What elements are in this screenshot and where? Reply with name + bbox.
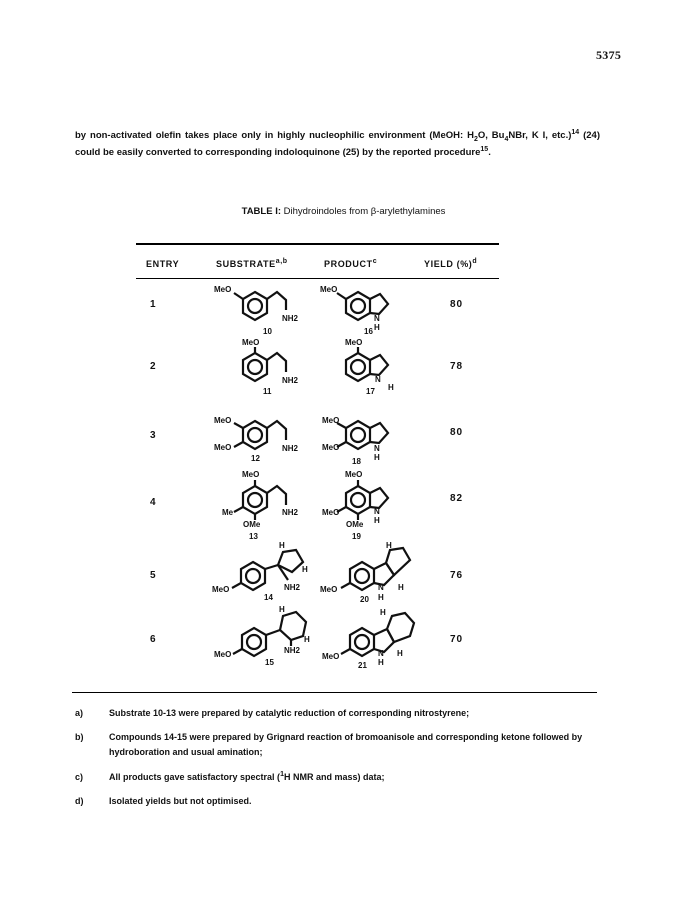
footnote-key: a) <box>75 708 84 718</box>
row-3-entry: 3 <box>150 430 156 441</box>
header-substrate-sup: a,b <box>275 258 288 265</box>
ome-label: OMe <box>243 520 261 529</box>
nh2-label: NH2 <box>284 646 301 655</box>
meo-label: MeO <box>214 650 232 659</box>
meo-label: MeO <box>322 443 340 452</box>
product-17-structure <box>345 338 394 396</box>
para-line1: by non-activated olefin takes place only in highly nucleophilic environment (MeOH: H <box>75 130 474 141</box>
me-label: Me <box>222 508 234 517</box>
substrate-15-structure <box>214 605 310 667</box>
product-16-structure <box>320 285 388 336</box>
compound-10-number: 10 <box>263 327 272 336</box>
meo-label: MeO <box>322 652 340 661</box>
footnote-text-a: All products gave satisfactory spectral ( <box>109 772 281 782</box>
nh2-label: NH2 <box>282 444 299 453</box>
compound-12-number: 12 <box>251 454 260 463</box>
meo-label: MeO <box>322 416 340 425</box>
row-5-yield: 76 <box>450 570 464 581</box>
nh2-label: NH2 <box>284 583 301 592</box>
h-label: H <box>386 541 392 550</box>
footnote-key: c) <box>75 772 84 782</box>
meo-label: MeO <box>345 338 363 347</box>
footnote-sup: 1 <box>280 771 284 778</box>
nh-h-label: H <box>388 383 394 392</box>
nh-h-label: H <box>378 593 384 602</box>
footnote-key: b) <box>75 732 84 742</box>
nh2-label: NH2 <box>282 508 299 517</box>
meo-label: MeO <box>320 285 338 294</box>
row-5-entry: 5 <box>150 570 156 581</box>
row-3-yield: 80 <box>450 427 464 438</box>
para-line3b: . <box>488 147 491 158</box>
header-entry: ENTRY <box>146 259 180 269</box>
footnote-d <box>75 794 605 809</box>
footnote-c <box>75 770 605 785</box>
subscript: 2 <box>473 135 478 143</box>
h-label: H <box>398 583 404 592</box>
product-19-structure <box>322 470 388 541</box>
ome-label: OMe <box>346 520 364 529</box>
page-number: 5375 <box>596 48 622 62</box>
compound-15-number: 15 <box>265 658 274 667</box>
substrate-12-structure <box>214 416 299 463</box>
h-label: H <box>380 608 386 617</box>
meo-label: MeO <box>320 585 338 594</box>
nh-n-label: N <box>374 314 380 323</box>
nh2-label: NH2 <box>282 376 299 385</box>
footnote-a <box>75 706 605 721</box>
header-yield-text: YIELD (%) <box>424 259 473 269</box>
meo-label: MeO <box>345 470 363 479</box>
compound-14-number: 14 <box>264 593 273 602</box>
row-4-yield: 82 <box>450 493 464 504</box>
table-caption-text: Dihydroindoles from β-arylethylamines <box>283 206 446 217</box>
compound-18-number: 18 <box>352 457 361 466</box>
substrate-14-structure <box>212 541 308 602</box>
header-product-sup: c <box>372 258 378 265</box>
footnote-text <box>109 770 605 785</box>
footnote-key: d) <box>75 796 84 806</box>
header-yield-sup: d <box>472 258 478 265</box>
row-6-entry: 6 <box>150 634 156 645</box>
nh-n-label: N <box>378 649 384 658</box>
product-20-structure <box>320 541 410 604</box>
footnote-text: Compounds 14-15 were prepared by Grignard reaction of bromoanisole and corresponding ketone followed by hydroboration and usual amination; <box>109 732 583 757</box>
header-substrate-text: SUBSTRATE <box>216 259 276 269</box>
meo-label: MeO <box>242 470 260 479</box>
para-line2: K I, etc.) <box>531 130 572 141</box>
table-caption-label: TABLE I: <box>241 206 281 217</box>
h-label: H <box>279 541 285 550</box>
meo-label: MeO <box>212 585 230 594</box>
para-line2b: (24) could be easily converted to corresponding indoloquinone (25) by the reported <box>75 130 601 158</box>
para-line3: procedure <box>433 147 481 158</box>
substrate-13-structure <box>222 470 299 541</box>
row-1-entry: 1 <box>150 299 156 310</box>
substrate-11-structure <box>242 338 299 396</box>
compound-16-number: 16 <box>364 327 373 336</box>
table-bottom-rule <box>72 692 597 693</box>
product-21-structure <box>322 608 414 670</box>
subscript: 4 <box>504 135 509 143</box>
para-line1b: O, Bu <box>477 130 505 141</box>
compound-19-number: 19 <box>352 532 361 541</box>
row-1-yield: 80 <box>450 299 464 310</box>
nh-n-label: N <box>378 583 384 592</box>
h-label: H <box>397 649 403 658</box>
product-18-structure <box>322 416 388 466</box>
compound-11-number: 11 <box>263 387 272 396</box>
nh-h-label: H <box>374 323 380 332</box>
nh-h-label: H <box>378 658 384 667</box>
footnote-text: Substrate 10-13 were prepared by catalytic reduction of corresponding nitrostyrene; <box>109 708 470 718</box>
meo-label: MeO <box>242 338 260 347</box>
header-product-text: PRODUCT <box>324 259 373 269</box>
nh-h-label: H <box>374 516 380 525</box>
row-4-entry: 4 <box>150 497 156 508</box>
para-line1c: NBr, <box>508 130 528 141</box>
footnote-text: Isolated yields but not optimised. <box>109 796 252 806</box>
compound-21-number: 21 <box>358 661 367 670</box>
compound-17-number: 17 <box>366 387 375 396</box>
nh2-label: NH2 <box>282 314 299 323</box>
compound-13-number: 13 <box>249 532 258 541</box>
reference-15: 15 <box>480 145 489 153</box>
reference-14: 14 <box>571 128 580 136</box>
meo-label: MeO <box>214 416 232 425</box>
row-6-yield: 70 <box>450 634 464 645</box>
meo-label: MeO <box>322 508 340 517</box>
nh-h-label: H <box>374 453 380 462</box>
footnote-b <box>75 730 605 760</box>
h-label: H <box>279 605 285 614</box>
h-label: H <box>302 565 308 574</box>
nh-n-label: N <box>374 507 380 516</box>
row-2-entry: 2 <box>150 361 156 372</box>
nh-n-label: N <box>375 375 381 384</box>
nh-n-label: N <box>374 444 380 453</box>
compound-20-number: 20 <box>360 595 369 604</box>
row-2-yield: 78 <box>450 361 464 372</box>
footnote-text-b: H NMR and mass) data; <box>283 772 385 782</box>
substrate-10-structure <box>214 285 299 336</box>
meo-label: MeO <box>214 285 232 294</box>
meo-label: MeO <box>214 443 232 452</box>
h-label: H <box>304 635 310 644</box>
